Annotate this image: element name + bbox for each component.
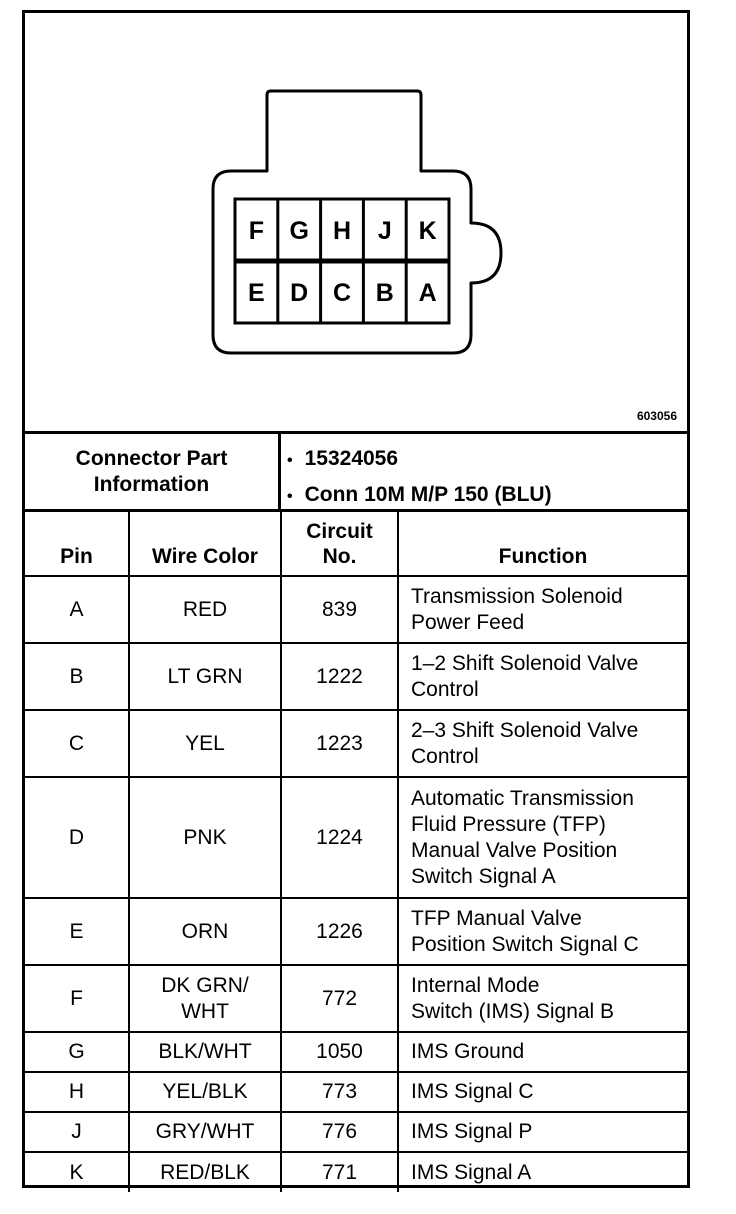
function-cell: TFP Manual Valve Position Switch Signal C [398,898,687,965]
pin-cell: C [25,710,129,777]
circuit-number-cell: 772 [281,965,398,1032]
wire-color-cell: PNK [129,777,281,898]
connector-diagram [25,13,687,434]
function-cell: IMS Signal P [398,1112,687,1152]
circuit-number-cell: 1224 [281,777,398,898]
pin-cell: D [25,777,129,898]
wire-color-cell: YEL [129,710,281,777]
wire-color-cell: RED [129,576,281,643]
table-header-row [25,512,687,576]
connector-info-label: Connector Part Information [25,434,281,509]
pinout-document [22,10,690,1188]
function-cell: Transmission Solenoid Power Feed [398,576,687,643]
function-cell: IMS Signal C [398,1072,687,1112]
pin-label-e: E [248,279,265,307]
circuit-number-cell: 776 [281,1112,398,1152]
pin-cell: H [25,1072,129,1112]
circuit-number-cell: 1226 [281,898,398,965]
pin-label-b: B [375,279,394,307]
wire-color-cell: DK GRN/ WHT [129,965,281,1032]
wire-color-cell: GRY/WHT [129,1112,281,1152]
pin-cell: K [25,1152,129,1192]
connector-description: • Conn 10M M/P 150 (BLU) [287,478,552,514]
circuit-number-cell: 1222 [281,643,398,710]
table-row [25,1032,687,1072]
header-function: Function [398,512,687,576]
circuit-number-cell: 771 [281,1152,398,1192]
table-row [25,898,687,965]
header-pin: Pin [25,512,129,576]
pin-cell: G [25,1032,129,1072]
wire-color-cell: LT GRN [129,643,281,710]
pin-label-g: G [289,217,309,245]
table-row [25,1112,687,1152]
circuit-number-cell: 773 [281,1072,398,1112]
connector-info-values [287,442,552,514]
circuit-number-cell: 1223 [281,710,398,777]
function-cell: 2–3 Shift Solenoid Valve Control [398,710,687,777]
pin-cell: J [25,1112,129,1152]
pin-label-j: J [377,217,392,245]
pin-label-a: A [418,279,437,307]
function-cell: Internal Mode Switch (IMS) Signal B [398,965,687,1032]
pinout-table [25,512,687,1192]
pin-cell: F [25,965,129,1032]
table-row [25,777,687,898]
wire-color-cell: YEL/BLK [129,1072,281,1112]
table-row [25,710,687,777]
pin-label-k: K [418,217,437,245]
pin-cell: B [25,643,129,710]
wire-color-cell: ORN [129,898,281,965]
table-row [25,1072,687,1112]
pin-label-h: H [332,217,352,245]
header-circuit-no: Circuit No. [281,512,398,576]
part-number: • 15324056 [287,442,552,478]
connector-part-information [25,434,687,512]
table-row [25,1152,687,1192]
circuit-number-cell: 839 [281,576,398,643]
header-wire-color: Wire Color [129,512,281,576]
figure-reference: 603056 [636,409,677,423]
connector-face-drawing [25,13,687,431]
pin-cell: A [25,576,129,643]
function-cell: 1–2 Shift Solenoid Valve Control [398,643,687,710]
table-row [25,576,687,643]
pin-label-f: F [248,217,265,245]
table-row [25,965,687,1032]
function-cell: IMS Signal A [398,1152,687,1192]
wire-color-cell: BLK/WHT [129,1032,281,1072]
function-cell: IMS Ground [398,1032,687,1072]
pin-label-d: D [290,279,309,307]
function-cell: Automatic Transmission Fluid Pressure (TFP) Manual Valve Position Switch Signal A [398,777,687,898]
circuit-number-cell: 1050 [281,1032,398,1072]
table-row [25,643,687,710]
wire-color-cell: RED/BLK [129,1152,281,1192]
pin-label-c: C [332,279,352,307]
pin-cell: E [25,898,129,965]
